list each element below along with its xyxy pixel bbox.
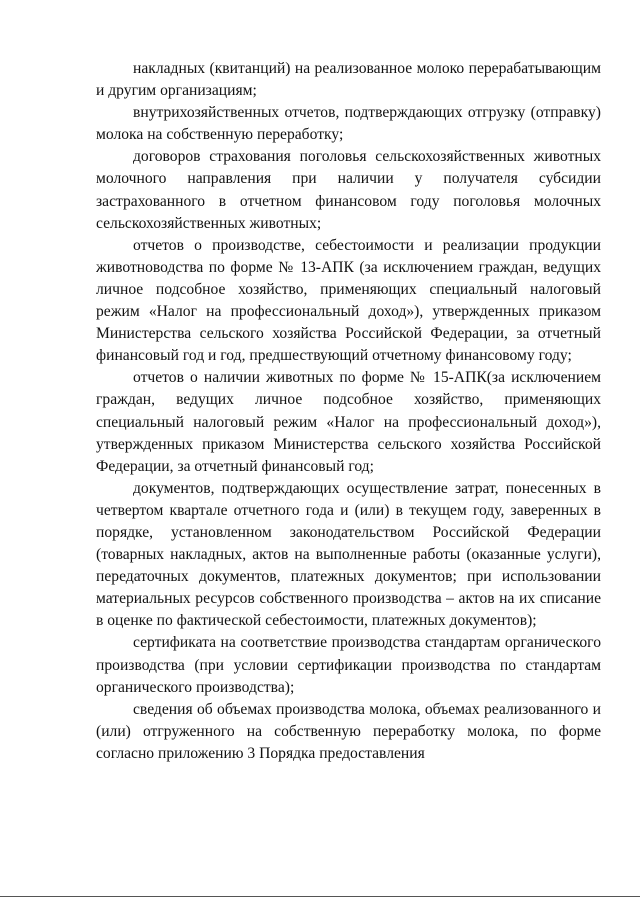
paragraph-invoices: накладных (квитанций) на реализованное молоко перерабатывающим и другим организациям; [96,60,601,100]
document-body [96,58,601,765]
paragraph-internal-reports: внутрихозяйственных отчетов, подтверждающих отгрузку (отправку) молока на собственную переработку; [96,104,601,144]
paragraph-organic-certificate: сертификата на соответствие производства стандартам органического производства (при условии сертификации производства по стандартам органического производства); [96,634,601,696]
paragraph-milk-volume-info: сведения об объемах производства молока, объемах реализованного и (или) отгруженного на собственную переработку молока, по форме согласно приложению 3 Порядка предоставления [96,700,601,762]
paragraph-form-13-apk: отчетов о производстве, себестоимости и реализации продукции животноводства по форме № 13-АПК (за исключением граждан, ведущих личное подсобное хозяйство, применяющих специальный налоговый режим «Налог на профессиональный доход»), утвержденных приказом Министерства сельского хозяйства Российской Федерации, за отчетный финансовый год и год, предшествующий отчетному финансовому году; [96,236,601,365]
paragraph-insurance-contracts: договоров страхования поголовья сельскохозяйственных животных молочного направления при наличии у получателя субсидии застрахованного в отчетном финансовом году поголовья молочных сельскохозяйственных животных; [96,148,601,232]
paragraph-expense-documents: документов, подтверждающих осуществление затрат, понесенных в четвертом квартале отчетного года и (или) в текущем году, заверенных в порядке, установленном законодательством Российской Федерации (товарных накладных, актов на выполненные работы (оказанные услуги), передаточных документов, платежных документов; при использовании материальных ресурсов собственного производства – актов на их списание в оценке по фактической себестоимости, платежных документов); [96,479,601,630]
page-bottom-divider [0,896,640,897]
paragraph-form-15-apk: отчетов о наличии животных по форме № 15-АПК(за исключением граждан, ведущих личное подсобное хозяйство, применяющих специальный налоговый режим «Налог на профессиональный доход»), утвержденных приказом Министерства сельского хозяйства Российской Федерации, за отчетный финансовый год; [96,369,601,475]
